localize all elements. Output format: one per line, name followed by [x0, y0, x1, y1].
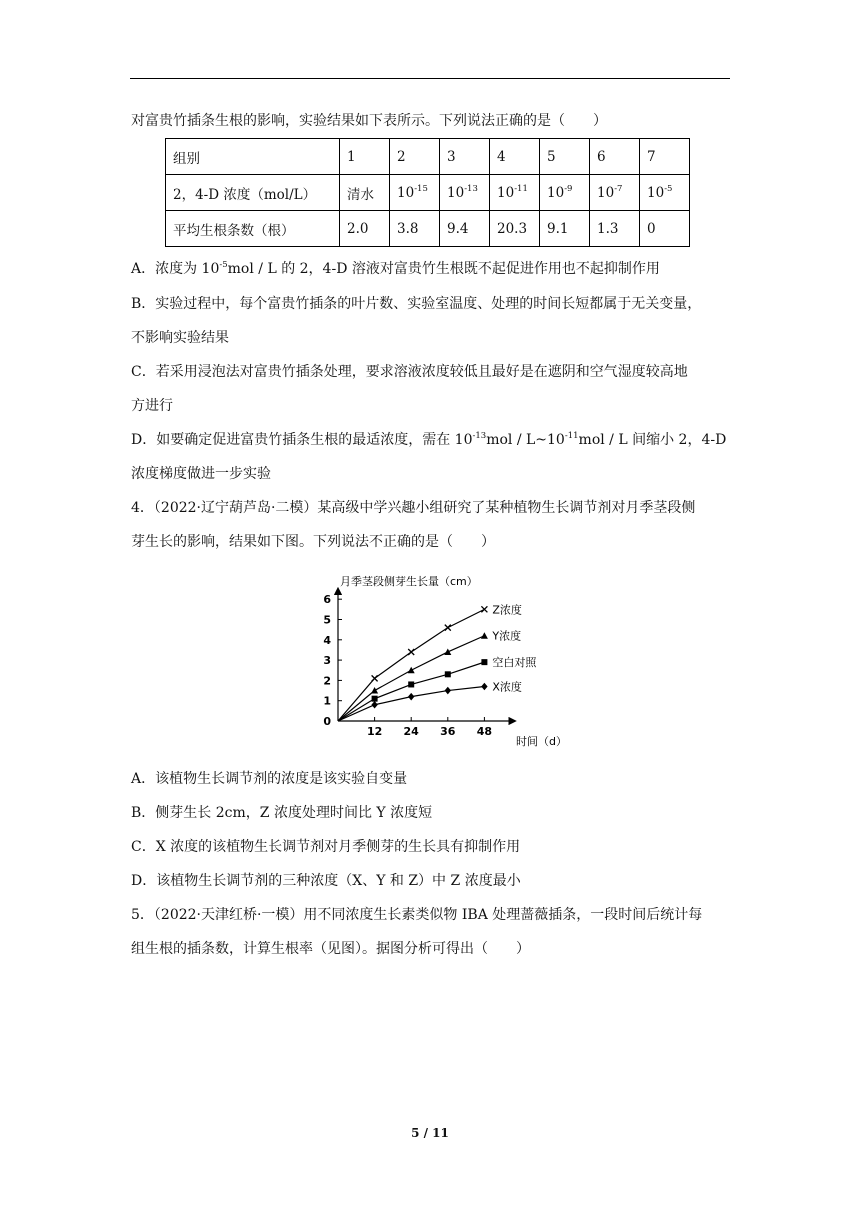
data-point-square [372, 696, 378, 702]
series-line [338, 686, 484, 721]
data-point-diamond [408, 693, 414, 701]
table-row [166, 175, 690, 211]
concentration-base: 10 [447, 184, 465, 201]
text-run: mol / L 间缩小 2，4-D [578, 432, 727, 448]
chart-svg [310, 572, 567, 752]
x-tick-label: 24 [403, 725, 419, 738]
chart-markers [371, 602, 537, 708]
text-run: D．如要确定促进富贵竹插条生根的最适浓度，需在 10 [131, 432, 473, 448]
data-point-diamond [371, 701, 377, 709]
table-cell: 2 [390, 139, 440, 175]
table-cell: 组别 [166, 139, 340, 175]
q4-option-d: D．该植物生长调节剂的三种浓度（X、Y 和 Z）中 Z 浓度最小 [131, 873, 521, 889]
concentration-exponent: -7 [614, 183, 623, 194]
concentration-exponent: -15 [414, 183, 428, 194]
experiment-table [165, 138, 690, 247]
concentration-exponent: -5 [664, 183, 673, 194]
data-point-cross [445, 625, 451, 631]
concentration-exponent: -11 [514, 183, 528, 194]
data-point-triangle [371, 687, 378, 694]
data-point-triangle [408, 667, 415, 674]
table-cell: 9.1 [540, 211, 590, 247]
q3-option-d-line2: 浓度梯度做进一步实验 [131, 466, 271, 482]
table-cell: 7 [640, 139, 690, 175]
data-point-square [481, 659, 487, 665]
y-axis-label: 月季茎段侧芽生长量（cm） [340, 575, 478, 588]
concentration-base: 10 [497, 184, 515, 201]
q3-option-c-line2: 方进行 [131, 398, 173, 414]
text-run: mol / L~10 [486, 432, 565, 448]
q3-option-c-line1: C．若采用浸泡法对富贵竹插条处理，要求溶液浓度较低且最好是在遮阴和空气湿度较高地 [131, 364, 688, 380]
concentration-exponent: -13 [464, 183, 478, 194]
y-tick-label: 3 [323, 654, 331, 668]
table-cell [490, 175, 540, 211]
y-tick-label: 1 [323, 694, 331, 708]
exponent: -11 [564, 431, 579, 441]
table-cell [390, 175, 440, 211]
concentration-base: 10 [647, 184, 665, 201]
exponent: -13 [472, 431, 487, 441]
q3-option-a [131, 260, 731, 278]
table-cell: 平均生根条数（根） [166, 211, 340, 247]
growth-line-chart [310, 572, 567, 752]
table-cell: 1 [340, 139, 390, 175]
q3-option-d-line1 [131, 431, 731, 449]
table-cell: 2，4-D 浓度（mol/L） [166, 175, 340, 211]
question4-stem-line2: 芽生长的影响，结果如下图。下列说法不正确的是（ ） [131, 534, 495, 550]
data-point-cross [372, 675, 378, 681]
data-point-cross [481, 606, 487, 612]
question5-stem-line1: 5．（2022·天津红桥·一模）用不同浓度生长素类似物 IBA 处理蔷薇插条，一段时间后统计每 [131, 907, 703, 923]
y-tick-label: 5 [323, 613, 331, 627]
page-number: 5 / 11 [411, 1126, 449, 1140]
data-point-square [445, 671, 451, 677]
text-run: A．浓度为 10 [131, 261, 220, 277]
question3-intro: 对富贵竹插条生根的影响，实验结果如下表所示。下列说法正确的是（ ） [131, 113, 607, 129]
header-rule [130, 78, 730, 79]
table-cell [440, 175, 490, 211]
table-cell: 4 [490, 139, 540, 175]
table-cell: 0 [640, 211, 690, 247]
x-tick-label: 48 [476, 725, 493, 738]
table-cell [540, 175, 590, 211]
y-tick-label: 0 [323, 715, 331, 728]
q3-option-b-line2: 不影响实验结果 [131, 330, 229, 346]
concentration-exponent: -9 [564, 183, 573, 194]
y-tick-label: 4 [323, 633, 331, 647]
table-cell [640, 175, 690, 211]
table-cell: 5 [540, 139, 590, 175]
table-cell: 3.8 [390, 211, 440, 247]
exponent: -5 [219, 260, 228, 270]
concentration-base: 10 [597, 184, 615, 201]
chart-series-lines [338, 609, 484, 721]
data-point-cross [408, 649, 414, 655]
concentration-base: 10 [547, 184, 565, 201]
table-cell: 6 [590, 139, 640, 175]
y-tick-label: 2 [323, 674, 331, 688]
table-cell: 20.3 [490, 211, 540, 247]
table-cell: 清水 [340, 175, 390, 211]
table-cell: 9.4 [440, 211, 490, 247]
question4-stem-line1: 4．（2022·辽宁葫芦岛·二模）某高级中学兴趣小组研究了某种植物生长调节剂对月季茎段侧 [131, 500, 696, 516]
series-label: Z浓度 [492, 603, 522, 617]
table-row [166, 139, 690, 175]
series-label: Y浓度 [492, 629, 522, 643]
table-cell: 2.0 [340, 211, 390, 247]
data-point-square [408, 681, 414, 687]
table-row [166, 211, 690, 247]
y-tick-label: 6 [323, 593, 331, 607]
concentration-base: 10 [397, 184, 415, 201]
q4-option-a: A．该植物生长调节剂的浓度是该实验自变量 [131, 771, 408, 787]
data-point-triangle [481, 632, 488, 639]
x-tick-label: 12 [366, 725, 383, 738]
question5-stem-line2: 组生根的插条数，计算生根率（见图）。据图分析可得出（ ） [131, 941, 530, 957]
text-run: mol / L 的 2，4-D 溶液对富贵竹生根既不起促进作用也不起抑制作用 [227, 261, 660, 277]
x-tick-label: 36 [440, 725, 456, 738]
q3-option-b-line1: B．实验过程中，每个富贵竹插条的叶片数、实验室温度、处理的时间长短都属于无关变量， [131, 296, 702, 312]
series-label: X浓度 [492, 680, 522, 694]
table-cell: 3 [440, 139, 490, 175]
data-point-diamond [481, 683, 487, 691]
series-line [338, 609, 484, 721]
q4-option-c: C．X 浓度的该植物生长调节剂对月季侧芽的生长具有抑制作用 [131, 839, 521, 855]
table-cell: 1.3 [590, 211, 640, 247]
x-axis-label: 时间（d） [516, 735, 567, 748]
data-point-diamond [445, 687, 451, 695]
series-label: 空白对照 [492, 656, 537, 670]
table-cell [590, 175, 640, 211]
data-point-triangle [444, 648, 451, 655]
q4-option-b: B．侧芽生长 2cm，Z 浓度处理时间比 Y 浓度短 [131, 805, 433, 821]
